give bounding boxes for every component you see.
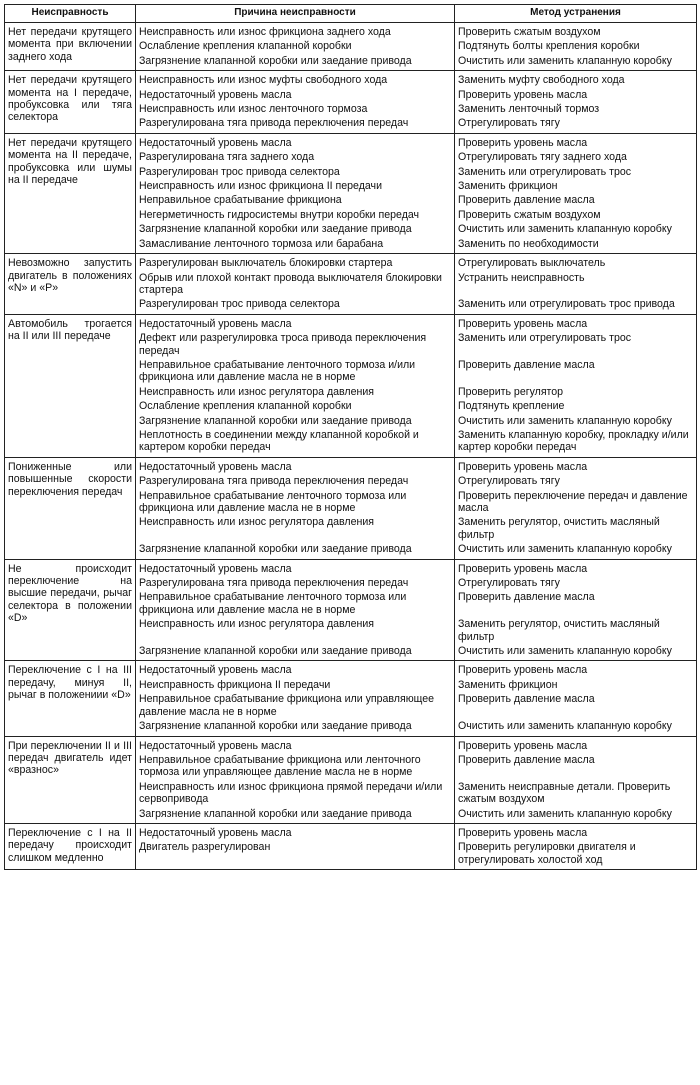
remedy-cell: Очистить или заменить клапанную коробку: [455, 719, 697, 736]
table-row: [5, 314, 697, 331]
remedy-cell: Проверить уровень масла: [455, 823, 697, 840]
remedy-cell: Проверить уровень масла: [455, 457, 697, 474]
fault-cell: Нет передачи крутящего момента на I передаче, пробуксовка или тяга селектора: [5, 71, 136, 134]
cause-cell: Разрегулирована тяга привода переключения передач: [136, 576, 455, 590]
cause-cell: Неправильное срабатывание ленточного тормоза или фрикциона или давление масла не в норме: [136, 489, 455, 516]
cause-cell: Неисправность фрикциона II передачи: [136, 678, 455, 692]
cause-cell: Разрегулирована тяга привода переключения передач: [136, 474, 455, 488]
cause-cell: Разрегулирована тяга заднего хода: [136, 150, 455, 164]
cause-cell: Недостаточный уровень масла: [136, 88, 455, 102]
remedy-cell: Заменить по необходимости: [455, 237, 697, 254]
cause-cell: Неисправность или износ фрикциона заднего хода: [136, 23, 455, 40]
remedy-cell: Заменить или отрегулировать трос привода: [455, 297, 697, 314]
remedy-cell: Отрегулировать тягу заднего хода: [455, 150, 697, 164]
cause-cell: Неплотность в соединении между клапанной коробкой и картером коробки передач: [136, 428, 455, 457]
remedy-cell: Проверить давление масла: [455, 590, 697, 617]
header-cause: Причина неисправности: [136, 5, 455, 23]
cause-cell: Неисправность или износ фрикциона прямой передачи и/или сервопривода: [136, 780, 455, 807]
remedy-cell: Проверить уровень масла: [455, 736, 697, 753]
cause-cell: Недостаточный уровень масла: [136, 559, 455, 576]
table-row: [5, 661, 697, 678]
troubleshooting-table: [4, 4, 697, 870]
cause-cell: Обрыв или плохой контакт провода выключателя блокировки стартера: [136, 271, 455, 298]
remedy-cell: Проверить уровень масла: [455, 559, 697, 576]
table-row: [5, 133, 697, 150]
cause-cell: Ослабление крепления клапанной коробки: [136, 39, 455, 53]
remedy-cell: Проверить уровень масла: [455, 88, 697, 102]
cause-cell: Неправильное срабатывание ленточного тормоза и/или фрикциона или давление масла не в норме: [136, 358, 455, 385]
cause-cell: Неправильное срабатывание фрикциона или ленточного тормоза или управляющее давление масла не в норме: [136, 753, 455, 780]
cause-cell: Загрязнение клапанной коробки или заедание привода: [136, 222, 455, 236]
remedy-cell: Очистить или заменить клапанную коробку: [455, 414, 697, 428]
cause-cell: Дефект или разрегулировка троса привода переключения передач: [136, 331, 455, 358]
cause-cell: Неисправность или износ муфты свободного хода: [136, 71, 455, 88]
fault-cell: Переключение с I на III передачу, минуя II, рычаг в положениии «D»: [5, 661, 136, 736]
cause-cell: Разрегулирован выключатель блокировки стартера: [136, 254, 455, 271]
remedy-cell: Устранить неисправность: [455, 271, 697, 298]
cause-cell: Загрязнение клапанной коробки или заедание привода: [136, 414, 455, 428]
remedy-cell: Очистить или заменить клапанную коробку: [455, 54, 697, 71]
fault-cell: Переключение с I на II передачу происходит слишком медленно: [5, 823, 136, 869]
cause-cell: Неисправность или износ фрикциона II передачи: [136, 179, 455, 193]
cause-cell: Загрязнение клапанной коробки или заедание привода: [136, 644, 455, 661]
remedy-cell: Отрегулировать тягу: [455, 116, 697, 133]
cause-cell: Разрегулирован трос привода селектора: [136, 165, 455, 179]
table-row: [5, 823, 697, 840]
remedy-cell: Проверить давление масла: [455, 193, 697, 207]
cause-cell: Разрегулирован трос привода селектора: [136, 297, 455, 314]
cause-cell: Загрязнение клапанной коробки или заедание привода: [136, 542, 455, 559]
remedy-cell: Очистить или заменить клапанную коробку: [455, 542, 697, 559]
cause-cell: Неправильное срабатывание фрикциона или управляющее давление масла не в норме: [136, 692, 455, 719]
cause-cell: Недостаточный уровень масла: [136, 823, 455, 840]
remedy-cell: Заменить регулятор, очистить масляный фильтр: [455, 617, 697, 644]
remedy-cell: Проверить давление масла: [455, 692, 697, 719]
remedy-cell: Очистить или заменить клапанную коробку: [455, 222, 697, 236]
fault-cell: Нет передачи крутящего момента на II передаче, пробуксовка или шумы на II передаче: [5, 133, 136, 253]
remedy-cell: Проверить сжатым воздухом: [455, 208, 697, 222]
header-fault: Неисправность: [5, 5, 136, 23]
remedy-cell: Заменить клапанную коробку, прокладку и/или картер коробки передач: [455, 428, 697, 457]
remedy-cell: Проверить сжатым воздухом: [455, 23, 697, 40]
fault-cell: Нет передачи крутящего момента при включении заднего хода: [5, 23, 136, 71]
header-remedy: Метод устранения: [455, 5, 697, 23]
remedy-cell: Заменить ленточный тормоз: [455, 102, 697, 116]
remedy-cell: Заменить фрикцион: [455, 678, 697, 692]
table-row: [5, 254, 697, 271]
remedy-cell: Проверить регулятор: [455, 385, 697, 399]
remedy-cell: Проверить уровень масла: [455, 133, 697, 150]
remedy-cell: Отрегулировать тягу: [455, 576, 697, 590]
fault-cell: При переключении II и III передач двигатель идет «вразнос»: [5, 736, 136, 823]
cause-cell: Неисправность или износ ленточного тормоза: [136, 102, 455, 116]
remedy-cell: Проверить уровень масла: [455, 661, 697, 678]
cause-cell: Недостаточный уровень масла: [136, 736, 455, 753]
remedy-cell: Заменить неисправные детали. Проверить сжатым воздухом: [455, 780, 697, 807]
remedy-cell: Заменить или отрегулировать трос: [455, 165, 697, 179]
cause-cell: Неисправность или износ регулятора давления: [136, 385, 455, 399]
cause-cell: Загрязнение клапанной коробки или заедание привода: [136, 719, 455, 736]
fault-cell: Невозможно запустить двигатель в положениях «N» и «P»: [5, 254, 136, 315]
cause-cell: Ослабление крепления клапанной коробки: [136, 399, 455, 413]
remedy-cell: Проверить переключение передач и давление масла: [455, 489, 697, 516]
cause-cell: Неисправность или износ регулятора давления: [136, 617, 455, 644]
cause-cell: Недостаточный уровень масла: [136, 661, 455, 678]
remedy-cell: Заменить фрикцион: [455, 179, 697, 193]
table-body: [5, 23, 697, 870]
table-row: [5, 23, 697, 40]
cause-cell: Разрегулирована тяга привода переключения передач: [136, 116, 455, 133]
fault-cell: Пониженные или повышенные скорости переключения передач: [5, 457, 136, 559]
cause-cell: Негерметичность гидросистемы внутри коробки передач: [136, 208, 455, 222]
remedy-cell: Заменить или отрегулировать трос: [455, 331, 697, 358]
remedy-cell: Проверить давление масла: [455, 358, 697, 385]
cause-cell: Недостаточный уровень масла: [136, 133, 455, 150]
remedy-cell: Заменить регулятор, очистить масляный фильтр: [455, 515, 697, 542]
cause-cell: Замасливание ленточного тормоза или барабана: [136, 237, 455, 254]
cause-cell: Недостаточный уровень масла: [136, 457, 455, 474]
cause-cell: Загрязнение клапанной коробки или заедание привода: [136, 54, 455, 71]
table-row: [5, 71, 697, 88]
cause-cell: Неправильное срабатывание фрикциона: [136, 193, 455, 207]
remedy-cell: Отрегулировать выключатель: [455, 254, 697, 271]
remedy-cell: Проверить регулировки двигателя и отрегулировать холостой ход: [455, 840, 697, 869]
remedy-cell: Отрегулировать тягу: [455, 474, 697, 488]
remedy-cell: Подтянуть болты крепления коробки: [455, 39, 697, 53]
cause-cell: Недостаточный уровень масла: [136, 314, 455, 331]
cause-cell: Неисправность или износ регулятора давления: [136, 515, 455, 542]
remedy-cell: Проверить уровень масла: [455, 314, 697, 331]
cause-cell: Двигатель разрегулирован: [136, 840, 455, 869]
table-header-row: [5, 5, 697, 23]
remedy-cell: Проверить давление масла: [455, 753, 697, 780]
table-row: [5, 559, 697, 576]
table-row: [5, 457, 697, 474]
cause-cell: Неправильное срабатывание ленточного тормоза или фрикциона или давление масла не в норме: [136, 590, 455, 617]
cause-cell: Загрязнение клапанной коробки или заедание привода: [136, 807, 455, 824]
table-row: [5, 736, 697, 753]
remedy-cell: Очистить или заменить клапанную коробку: [455, 807, 697, 824]
fault-cell: Не происходит переключение на высшие передачи, рычаг селектора в положении «D»: [5, 559, 136, 661]
remedy-cell: Подтянуть крепление: [455, 399, 697, 413]
remedy-cell: Заменить муфту свободного хода: [455, 71, 697, 88]
remedy-cell: Очистить или заменить клапанную коробку: [455, 644, 697, 661]
fault-cell: Автомобиль трогается на II или III передаче: [5, 314, 136, 457]
